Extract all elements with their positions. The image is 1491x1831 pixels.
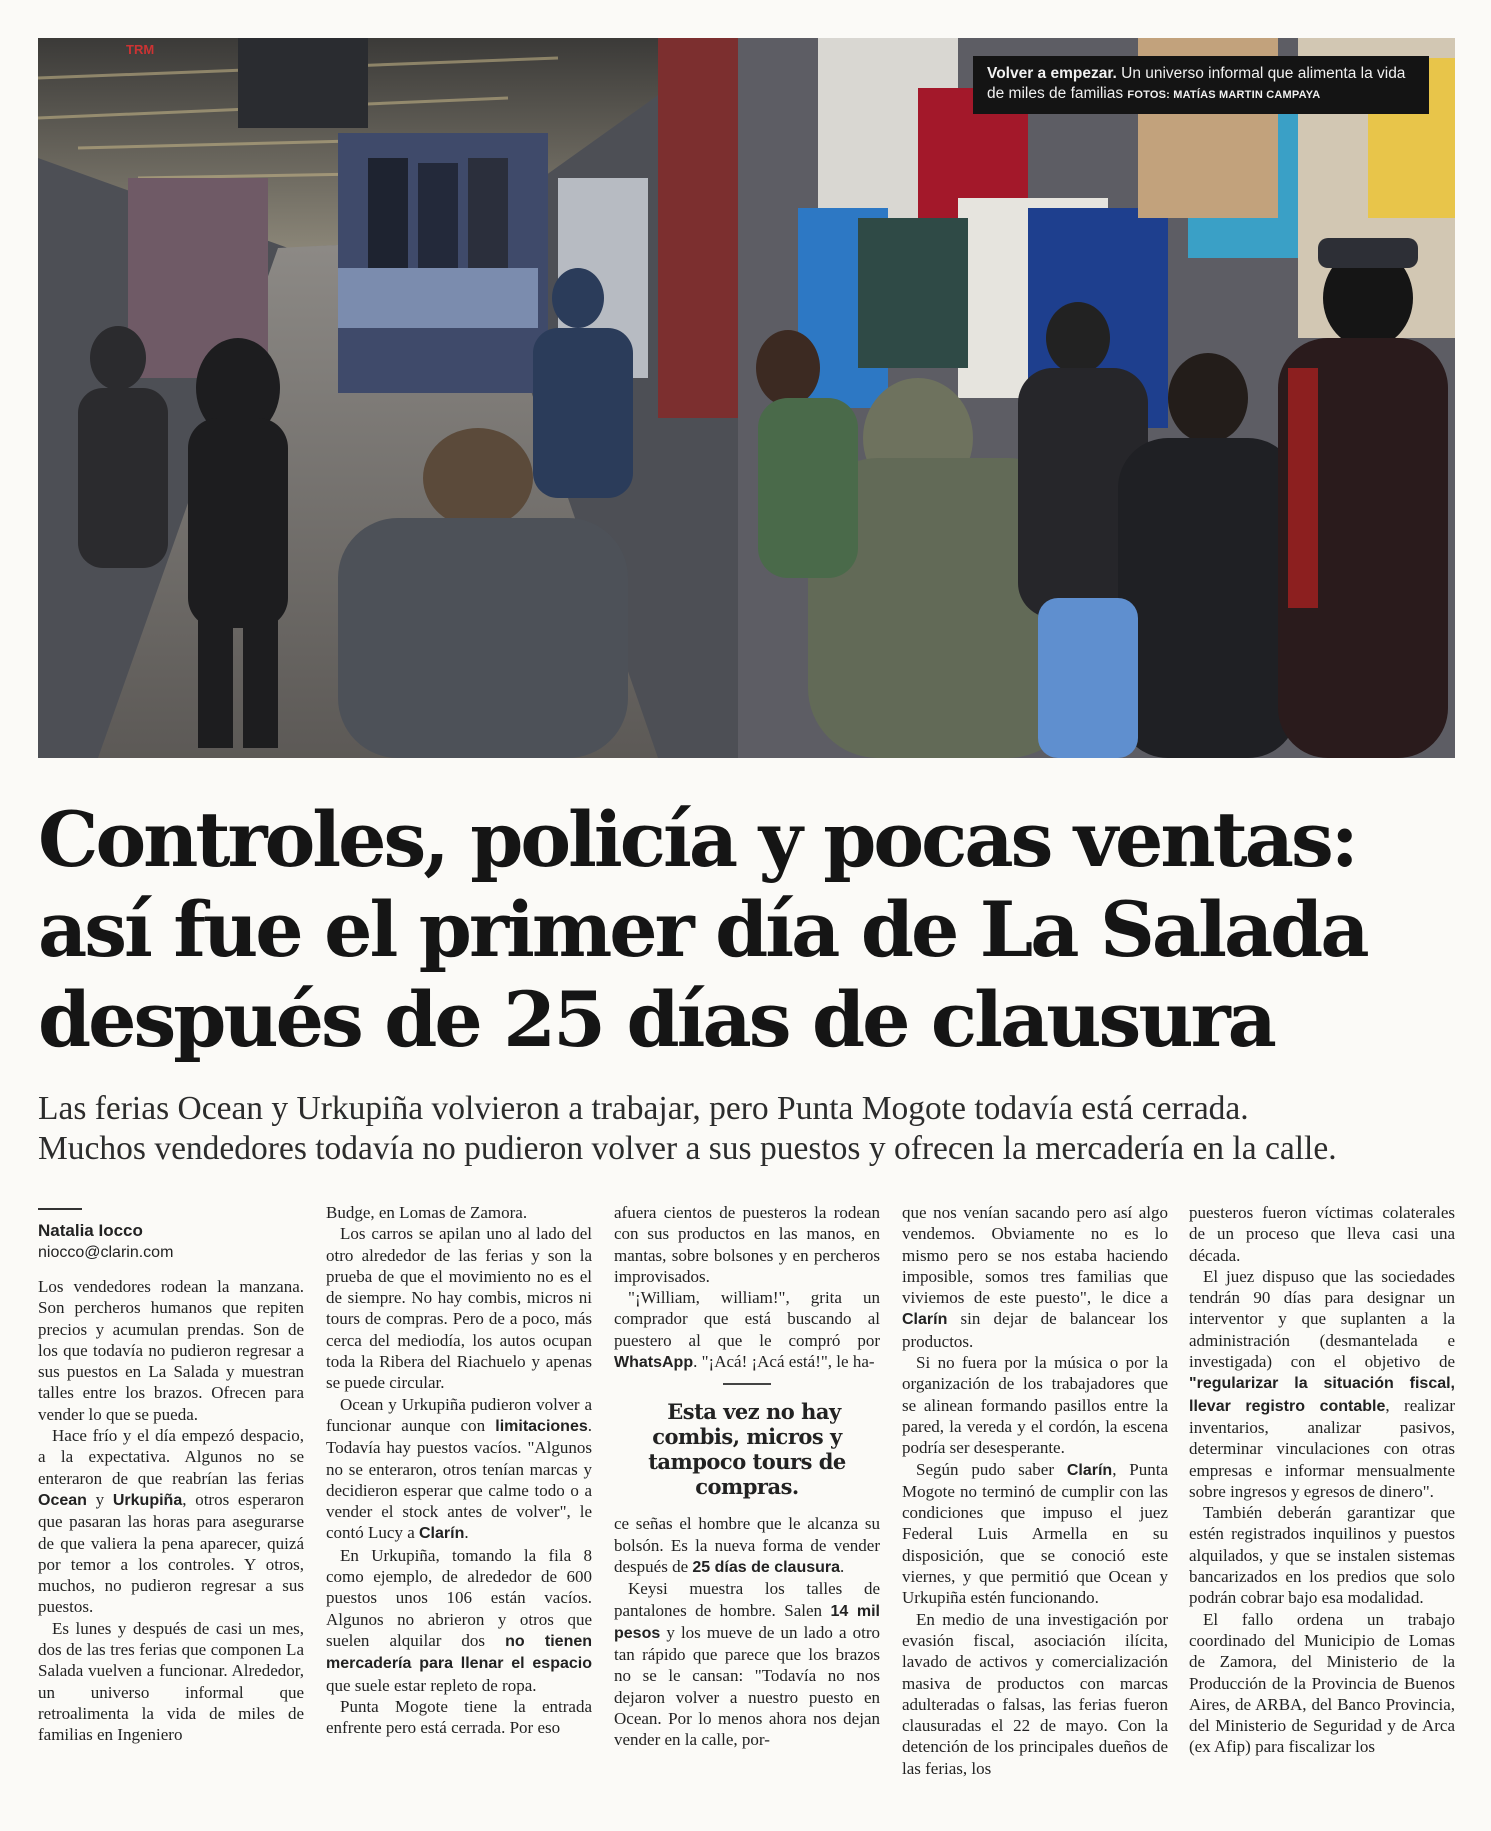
store-sign: TRM xyxy=(126,42,155,57)
paragraph: Ocean y Urkupiña pudieron volver a funcionar aunque con limitaciones. Todavía hay puestos vacíos. "Algunos no se enteraron, otros tenían marcas y decidieron esperar que calme todo o a vender el stock antes de volver", le contó Lucy a Clarín. xyxy=(326,1394,592,1543)
paragraph: Si no fuera por la música o por la organización de los trabajadores que se alinean formando pasillos entre la pared, la vereda y el cordón, la escena podría ser desesperante. xyxy=(902,1353,1168,1458)
paragraph: Hace frío y el día empezó despacio, a la expectativa. Algunos no se enteraron de que reabrían las ferias Ocean y Urkupiña, otros esperaron que pasaran las horas para asegurarse de que valiera la pena aparecer, quizá por temor a los controles. Y otros, muchos, no pudieron regresar a sus puestos. xyxy=(38,1426,304,1617)
subheadline-line-1: Las ferias Ocean y Urkupiña volvieron a trabajar, pero Punta Mogote todavía está cerrada. xyxy=(38,1090,1249,1127)
paragraph: puesteros fueron víctimas colaterales de un proceso que lleva casi una década. xyxy=(1189,1203,1455,1265)
paragraph: Es lunes y después de casi un mes, dos de las tres ferias que componen La Salada vuelven a funcionar. Alrededor, un universo informal que retroalimenta la vida de miles de familias en Ingeniero xyxy=(38,1618,304,1745)
article-column-1 xyxy=(38,1202,304,1746)
article-column-4 xyxy=(902,1202,1168,1779)
byline-author: Natalia Iocco xyxy=(38,1221,143,1240)
article-column-5 xyxy=(1189,1202,1455,1758)
paragraph: Punta Mogote tiene la entrada enfrente pero está cerrada. Por eso xyxy=(326,1696,592,1738)
photo-caption xyxy=(973,56,1429,114)
paragraph: afuera cientos de puesteros la rodean con sus productos en las manos, en mantas, sobre bolsones y en percheros improvisados. xyxy=(614,1203,880,1286)
subheadline xyxy=(38,1089,1458,1169)
paragraph: En medio de una investigación por evasión fiscal, asociación ilícita, lavado de activos y comercialización masiva de productos con marcas adulteradas o falsas, las ferias fueron clausuradas el 22 de mayo. Con la detención de los principales dueños de las ferias, los xyxy=(902,1609,1168,1778)
headline xyxy=(38,795,1458,1065)
paragraph: ce señas el hombre que le alcanza su bolsón. Es la nueva forma de vender después de 25 días de clausura. xyxy=(614,1514,880,1576)
subheadline-line-2: Muchos vendedores todavía no pudieron volver a sus puestos y ofrecen la mercadería en la calle. xyxy=(38,1130,1337,1167)
headline-line-3: después de 25 días de clausura xyxy=(38,975,1274,1064)
pull-quote: Esta vez no hay combis, micros y tampoco tours de compras. xyxy=(648,1399,846,1500)
paragraph: También deberán garantizar que estén registrados inquilinos y puestos alquilados, y que se instalen sistemas bancarizados en los predios que solo podrán cobrar bajo esa modalidad. xyxy=(1189,1503,1455,1608)
paragraph: El fallo ordena un trabajo coordinado del Municipio de Lomas de Zamora, del Ministerio de la Producción de la Provincia de Buenos Aires, de ARBA, del Banco Provincia, del Ministerio de Seguridad y de Arca (ex Afip) para fiscalizar los xyxy=(1189,1609,1455,1757)
article-column-3 xyxy=(614,1202,880,1751)
paragraph: Los vendedores rodean la manzana. Son percheros humanos que repiten precios y acumulan prendas. Son de los que todavía no pudieron regresar a sus puestos en La Salada y muestran talles entre los brazos. Ofrecen para vender lo que se pueda. xyxy=(38,1277,304,1424)
paragraph: Keysi muestra los talles de pantalones de hombre. Salen 14 mil pesos y los mueve de un lado a otro tan rápido que parece que los brazos no se le cansan: "Todavía no nos dejaron volver a nuestro puesto en Ocean. Por lo menos ahora nos dejan vender en la calle, por- xyxy=(614,1579,880,1750)
paragraph: Budge, en Lomas de Zamora. xyxy=(326,1203,528,1222)
paragraph: "¡William, william!", grita un comprador que está buscando al puestero al que le compró por WhatsApp. "¡Acá! ¡Acá está!", le ha- xyxy=(614,1288,880,1372)
paragraph: En Urkupiña, tomando la fila 8 como ejemplo, de alrededor de 600 puestos unos 106 están vacíos. Algunos no abrieron y otros que suelen alquilar dos no tienen mercadería para llenar el espacio que suele estar repleto de ropa. xyxy=(326,1545,593,1695)
paragraph: Según pudo saber Clarín, Punta Mogote no terminó de cumplir con las condiciones que impuso el juez Federal Luis Armella en su disposición, que se conoció este viernes, y que permitió que Ocean y Urkupiña estén funcionando. xyxy=(902,1459,1168,1608)
market-photo xyxy=(38,38,1455,758)
article-column-2 xyxy=(326,1202,592,1738)
byline-rule xyxy=(38,1208,82,1210)
byline-email[interactable]: niocco@clarin.com xyxy=(38,1244,174,1261)
caption-text: Un universo informal que alimenta la vida de miles de familias xyxy=(987,65,1406,102)
market-photo-illustration xyxy=(38,38,1455,758)
headline-line-1: Controles, policía y pocas ventas: xyxy=(38,795,1356,884)
paragraph: Los carros se apilan uno al lado del otro alrededor de las ferias y son la prueba de que el movimiento no es el de siempre. No hay combis, micros ni tours de compras. Pero de a poco, más cerca del mediodía, los autos ocupan toda la Ribera del Riachuelo y apenas se puede circular. xyxy=(326,1224,592,1393)
paragraph: El juez dispuso que las sociedades tendrán 90 días para designar un interventor y que suplanten a la administración (desmantelada e investigada) con el objetivo de "regularizar la situación fiscal, llevar registro contable, realizar inventarios, analizar pasivos, determinar vinculaciones con otras empresas e informar mensualmente sobre ingresos y egresos de dinero". xyxy=(1189,1266,1456,1501)
photo-credit: FOTOS: MATÍAS MARTIN CAMPAYA xyxy=(1127,89,1321,101)
paragraph: que nos venían sacando pero así algo vendemos. Obviamente no es lo mismo pero se nos estaba haciendo imposible, somos tres familias que viviemos de este puesto", le dice a Clarín sin dejar de balancear los productos. xyxy=(902,1203,1168,1351)
caption-lead: Volver a empezar. xyxy=(987,65,1117,82)
headline-line-2: así fue el primer día de La Salada xyxy=(38,885,1367,974)
